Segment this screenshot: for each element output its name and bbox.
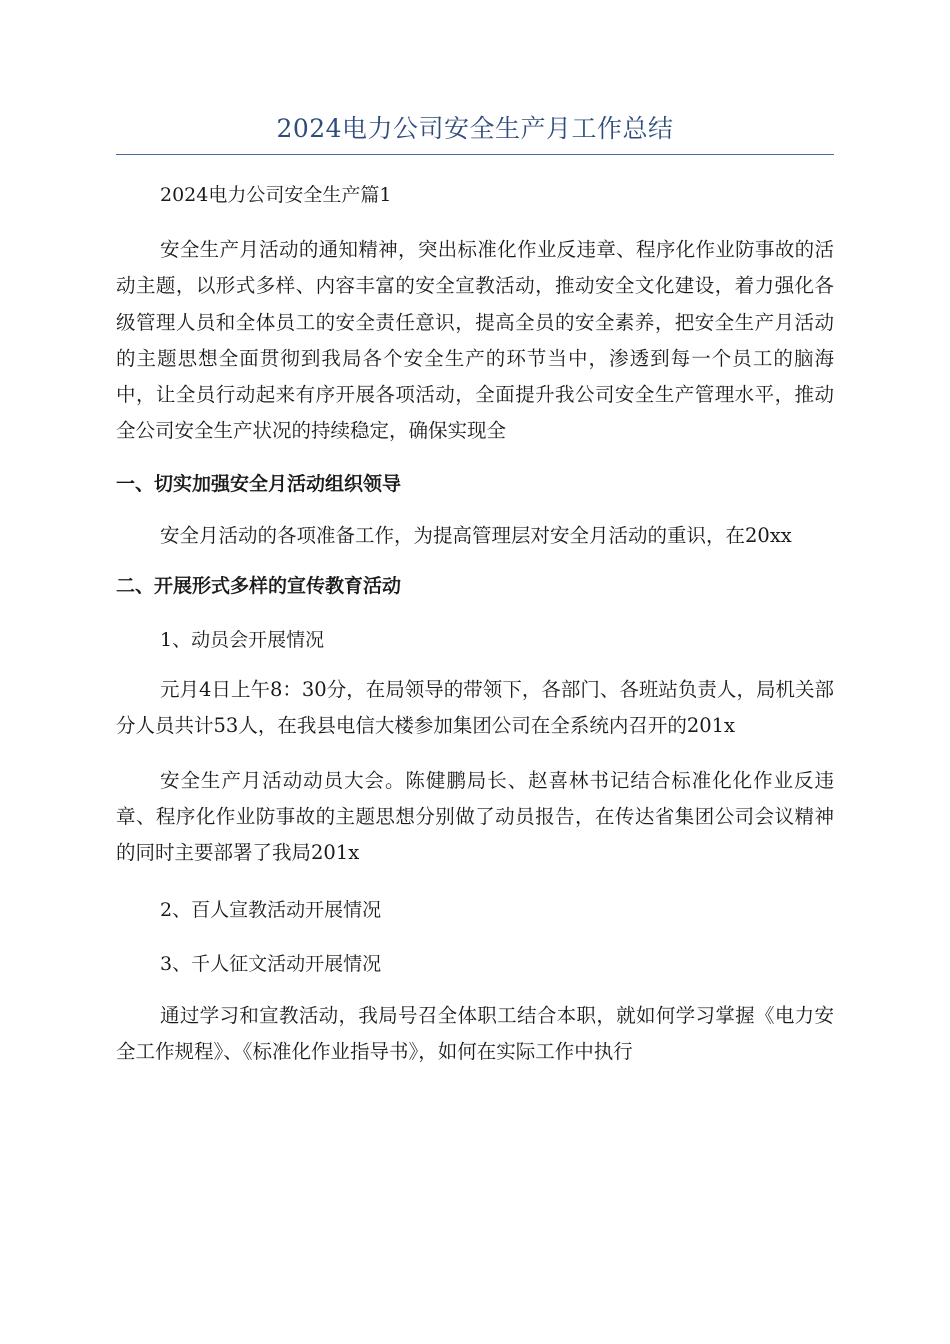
paragraph-study: 通过学习和宣教活动，我局号召全体职工结合本职，就如何学习掌握《电力安全工作规程》、《标准化作业指导书》，如何在实际工作中执行 [116,1003,834,1063]
item-essay: 3、千人征文活动开展情况 [160,952,382,975]
section-subtitle: 2024电力公司安全生产篇1 [160,184,392,206]
paragraph-conference: 安全生产月活动动员大会。陈健鹏局长、赵喜林书记结合标准化化作业反违章、程序化作业防事故的主题思想分别做了动员报告，在传达省集团公司会议精神的同时主要部署了我局201x [116,768,834,865]
paragraph-intro: 安全生产月活动的通知精神，突出标准化作业反违章、程序化作业防事故的活动主题，以形式多样、内容丰富的安全宣教活动，推动安全文化建设，着力强化各级管理人员和全体员工的安全责任意识，提高全员的安全素养，把安全生产月活动的主题思想全面贯彻到我局各个安全生产的环节当中，渗透到每一个员工的脑海中，让全员行动起来有序开展各项活动，全面提升我公司安全生产管理水平，推动全公司安全生产状况的持续稳定，确保实现全 [116,238,834,443]
document-title: 2024电力公司安全生产月工作总结 [276,114,674,143]
document-page [116,0,834,1070]
paragraph-meeting: 元月4日上午8：30分，在局领导的带领下，各部门、各班站负责人，局机关部分人员共计53人，在我县电信大楼参加集团公司在全系统内召开的201x [116,678,834,738]
title-block [116,112,834,155]
paragraph-preparation: 安全月活动的各项准备工作，为提高管理层对安全月活动的重识，在20xx [160,523,792,547]
heading-organization: 一、切实加强安全月活动组织领导 [116,472,402,495]
item-mobilization: 1、动员会开展情况 [160,629,325,652]
heading-activities: 二、开展形式多样的宣传教育活动 [116,575,402,598]
item-propaganda: 2、百人宣教活动开展情况 [160,898,382,921]
